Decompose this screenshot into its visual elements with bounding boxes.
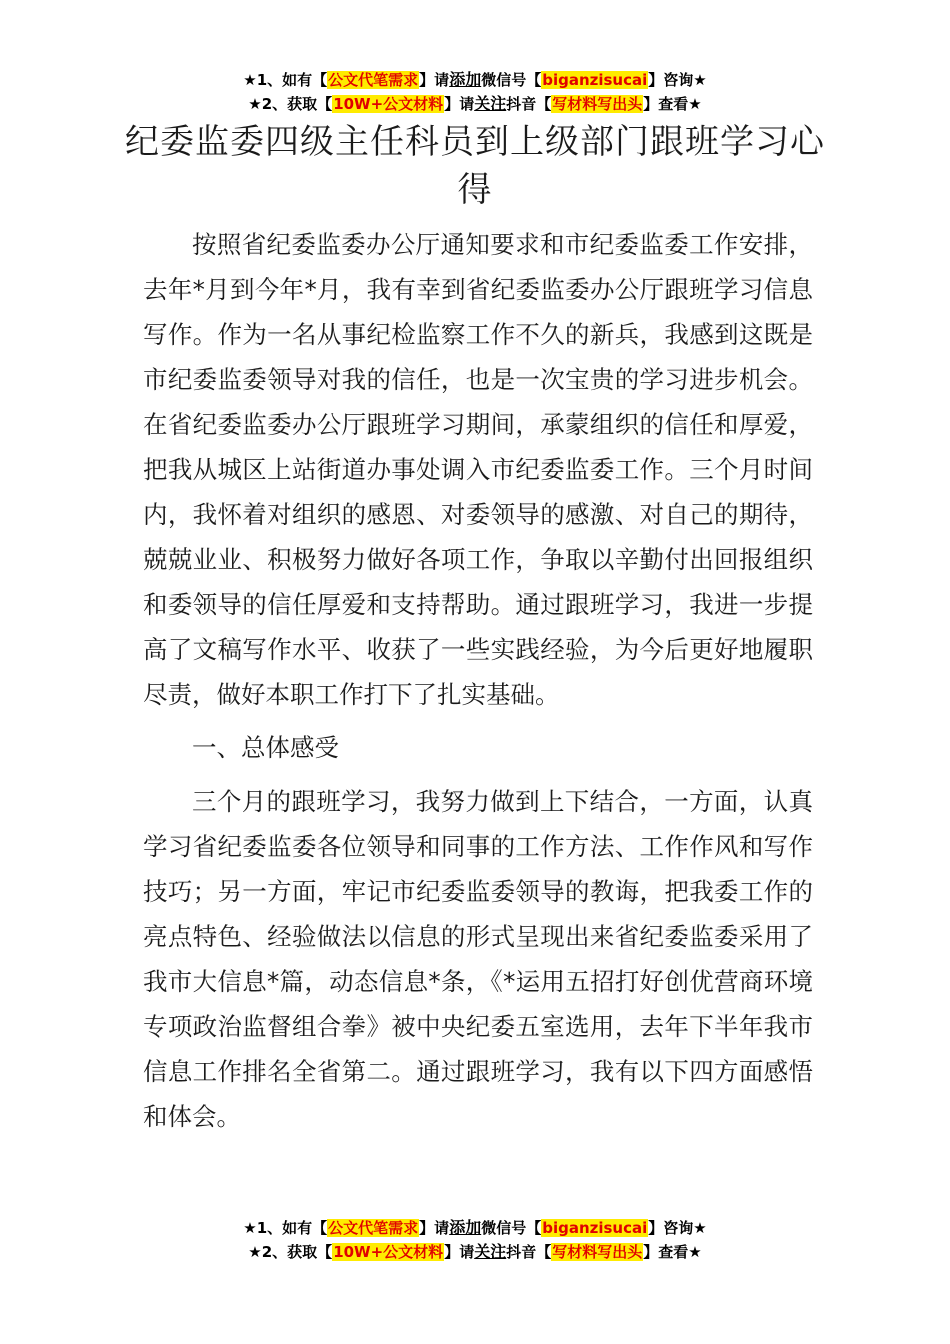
highlight-wechat-id: biganzisucai: [542, 1219, 648, 1237]
highlight-wechat-id: biganzisucai: [542, 71, 648, 89]
highlight-materials: 10W+公文材料: [333, 95, 444, 113]
highlight-service: 公文代笔需求: [328, 1219, 419, 1237]
highlight-materials: 10W+公文材料: [333, 1243, 444, 1261]
highlight-douyin: 写材料写出头: [552, 1243, 643, 1261]
footer-notice: [0, 1216, 950, 1264]
paragraph-overview: 三个月的跟班学习，我努力做到上下结合，一方面，认真学习省纪委监委各位领导和同事的工作方法、工作作风和写作技巧；另一方面，牢记市纪委监委领导的教诲，把我委工作的亮点特色、经验做法以信息的形式呈现出来省纪委监委采用了我市大信息*篇，动态信息*条，《*运用五招打好创优营商环境专项政治监督组合拳》被中央纪委五室选用，去年下半年我市信息工作排名全省第二。通过跟班学习，我有以下四方面感悟和体会。: [143, 787, 813, 1131]
notice-line-2: ★2、获取【10W+公文材料】请关注抖音【写材料写出头】查看★: [248, 1242, 702, 1261]
highlight-service: 公文代笔需求: [328, 71, 419, 89]
notice-line-2: ★2、获取【10W+公文材料】请关注抖音【写材料写出头】查看★: [248, 94, 702, 113]
document-title: 纪委监委四级主任科员到上级部门跟班学习心得: [125, 122, 825, 210]
paragraph-intro: 按照省纪委监委办公厅通知要求和市纪委监委工作安排，去年*月到今年*月，我有幸到省纪委监委办公厅跟班学习信息写作。作为一名从事纪检监察工作不久的新兵，我感到这既是市纪委监委领导对我的信任，也是一次宝贵的学习进步机会。在省纪委监委办公厅跟班学习期间，承蒙组织的信任和厚爱，把我从城区上站街道办事处调入市纪委监委工作。三个月时间内，我怀着对组织的感恩、对委领导的感激、对自己的期待，兢兢业业、积极努力做好各项工作，争取以辛勤付出回报组织和委领导的信任厚爱和支持帮助。通过跟班学习，我进一步提高了文稿写作水平、收获了一些实践经验，为今后更好地履职尽责，做好本职工作打下了扎实基础。: [143, 230, 813, 709]
notice-line-1: ★1、如有【公文代笔需求】请添加微信号【biganzisucai】咨询★: [243, 70, 707, 89]
notice-line-1: ★1、如有【公文代笔需求】请添加微信号【biganzisucai】咨询★: [243, 1218, 707, 1237]
document-body: [143, 222, 813, 1139]
header-notice: [0, 68, 950, 116]
highlight-douyin: 写材料写出头: [552, 95, 643, 113]
section-heading: 一、总体感受: [192, 733, 339, 762]
